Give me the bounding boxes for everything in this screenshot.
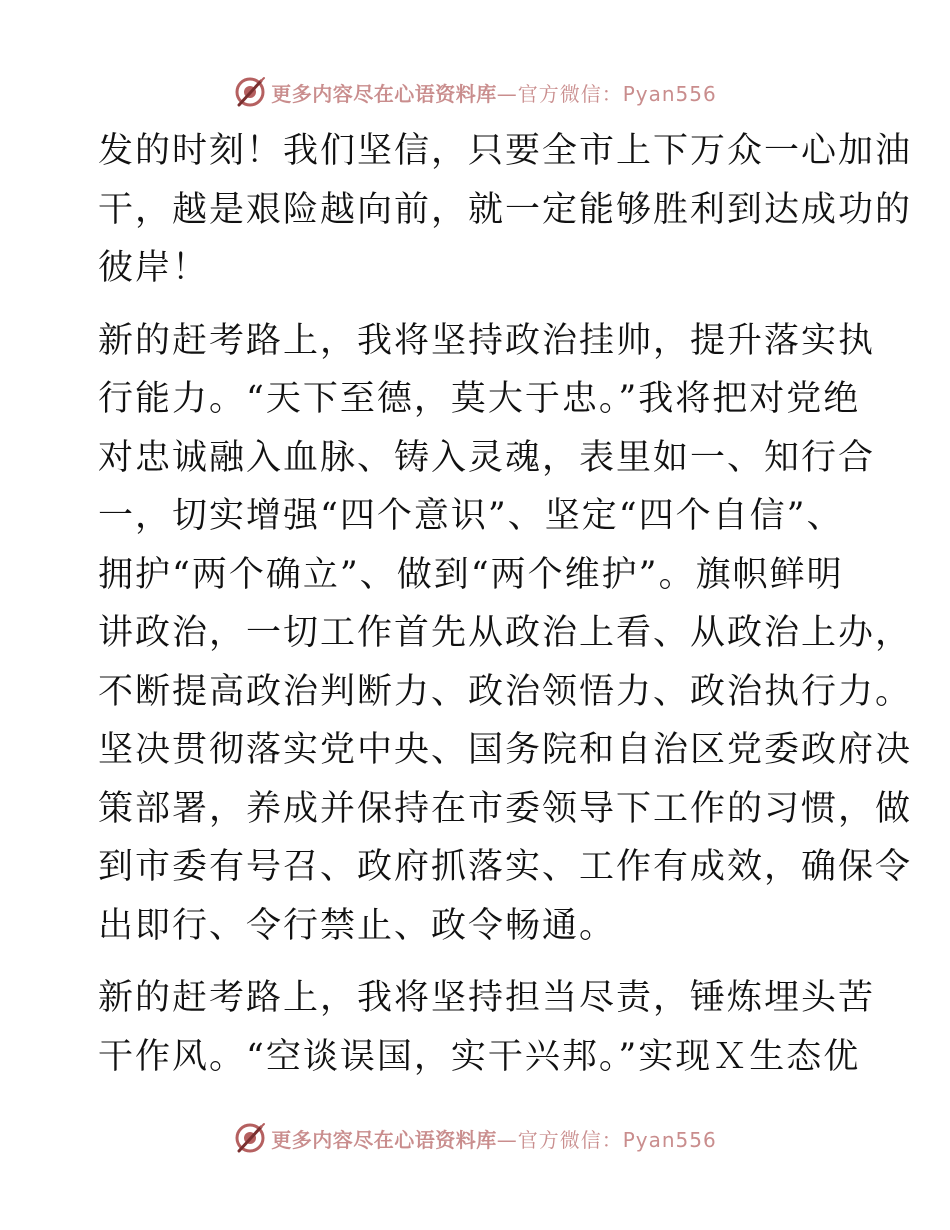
text-line: 坚决贯彻落实党中央、国务院和自治区党委政府决 xyxy=(98,730,913,770)
text-line: 到市委有号召、政府抓落实、工作有成效，确保令 xyxy=(98,847,913,887)
text-line: 不断提高政治判断力、政治领悟力、政治执行力。 xyxy=(98,671,913,712)
document-body xyxy=(98,122,913,1086)
text-line: 干，越是艰险越向前，就一定能够胜利到达成功的 xyxy=(98,189,913,230)
paragraph-3 xyxy=(98,969,876,1086)
text-line: 对忠诚融入血脉、铸入灵魂，表里如一、知行合 xyxy=(98,437,876,478)
text-line: 干作风。“空谈误国，实干兴邦。”实现Ｘ生态优 xyxy=(98,1036,861,1077)
header-official-text: —官方微信：Pyan556 xyxy=(496,81,717,106)
footer-official-text: —官方微信：Pyan556 xyxy=(496,1127,717,1152)
footer-site-text: 更多内容尽在心语资料库 xyxy=(271,1127,497,1152)
text-line: 一，切实增强“四个意识”、坚定“四个自信”、 xyxy=(98,496,844,536)
header-site-text: 更多内容尽在心语资料库 xyxy=(271,81,497,106)
text-line: 行能力。“天下至德，莫大于忠。”我将把对党绝 xyxy=(98,379,861,419)
text-line: 新的赶考路上，我将坚持担当尽责，锤炼埋头苦 xyxy=(98,978,876,1018)
pen-logo-icon xyxy=(233,1121,267,1155)
paragraph-2 xyxy=(98,312,913,956)
text-line: 发的时刻！我们坚信，只要全市上下万众一心加油 xyxy=(98,131,913,171)
text-line: 拥护“两个确立”、做到“两个维护”。旗帜鲜明 xyxy=(98,554,844,595)
text-line: 出即行、令行禁止、政令畅通。 xyxy=(98,905,617,946)
header-watermark xyxy=(0,72,950,112)
footer-watermark xyxy=(0,1118,950,1158)
paragraph-1 xyxy=(98,122,913,298)
text-line: 策部署，养成并保持在市委领导下工作的习惯，做 xyxy=(98,788,913,829)
text-line: 讲政治，一切工作首先从政治上看、从政治上办， xyxy=(98,613,913,653)
pen-logo-icon xyxy=(233,75,267,109)
text-line: 新的赶考路上，我将坚持政治挂帅，提升落实执 xyxy=(98,320,876,361)
text-line: 彼岸！ xyxy=(98,248,210,288)
